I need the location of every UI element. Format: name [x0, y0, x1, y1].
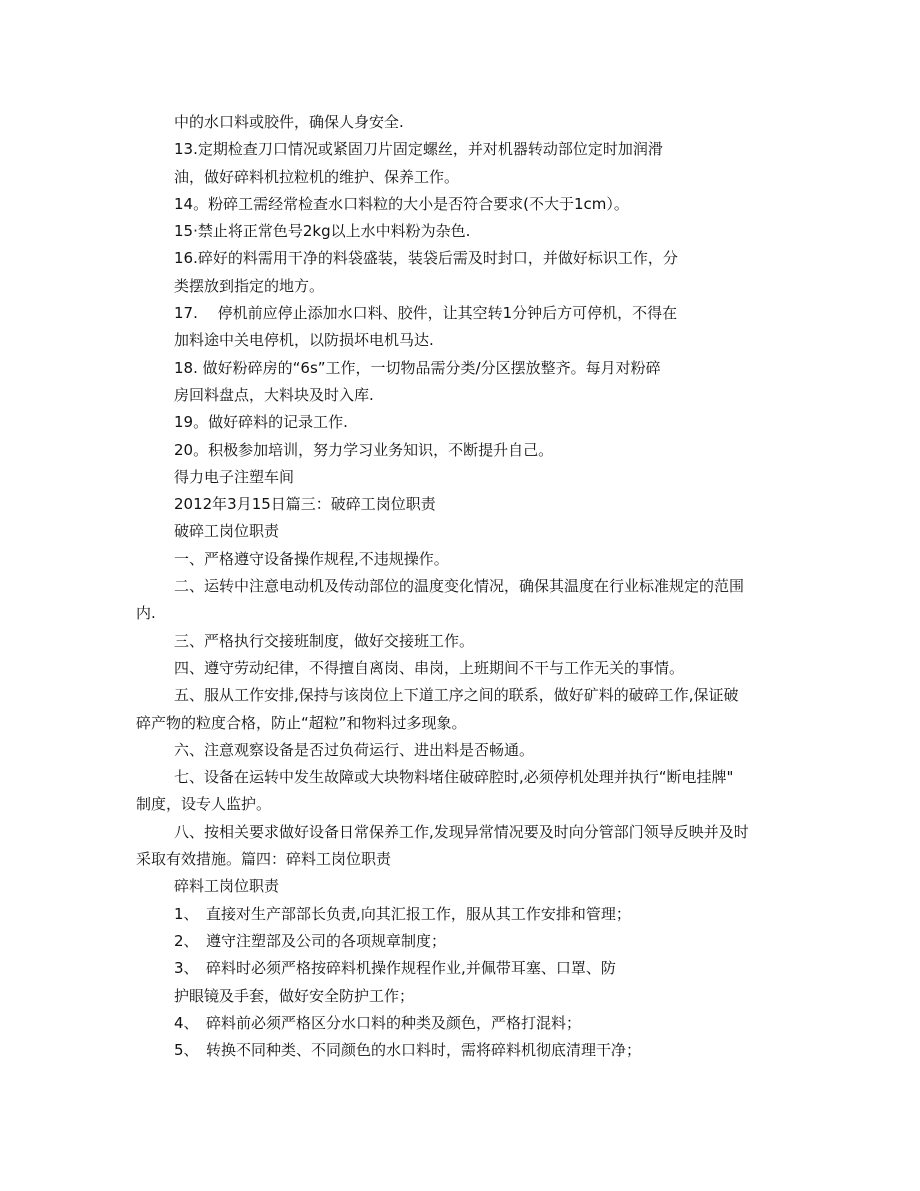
- text-line: 四、遵守劳动纪律，不得擅自离岗、串岗，上班期间不干与工作无关的事情。: [174, 658, 685, 677]
- list-item: 5、 转换不同种类、不同颜色的水口料时，需将碎料机彻底清理干净；: [174, 1041, 642, 1060]
- text-line: 一、严格遵守设备操作规程,不违规操作。: [174, 549, 449, 568]
- text-line: 七、设备在运转中发生故障或大块物料堵住破碎腔时,必须停机处理并执行“断电挂牌": [174, 768, 734, 787]
- text-line: 中的水口料或胶件，确保人身安全.: [174, 113, 404, 131]
- list-item: 1、 直接对生产部部长负责,向其汇报工作，服从其工作安排和管理；: [174, 904, 631, 923]
- text-line: 采取有效措施。篇四：碎料工岗位职责: [136, 850, 392, 869]
- text-line: 六、注意观察设备是否过负荷运行、进出料是否畅通。: [174, 740, 535, 759]
- text-line: 18. 做好粉碎房的“6s”工作，一切物品需分类/分区摆放整齐。每月对粉碎: [174, 358, 661, 377]
- text-line: 五、服从工作安排,保持与该岗位上下道工序之间的联系，做好矿料的破碎工作,保证破: [174, 686, 739, 705]
- text-line: 油，做好碎料机拉粒机的维护、保养工作。: [174, 167, 460, 186]
- text-line: 15·禁止将正常色号2kg以上水中料粉为杂色.: [174, 222, 471, 241]
- text-line: 20。积极参加培训，努力学习业务知识，不断提升自己。: [174, 440, 554, 459]
- text-line: 19。做好碎料的记录工作.: [174, 413, 348, 432]
- text-line: 房回料盘点，大料块及时入库.: [174, 385, 374, 404]
- section-title: 碎料工岗位职责: [174, 877, 280, 896]
- text-line: 17. 停机前应停止添加水口料、胶件，让其空转1分钟后方可停机，不得在: [174, 304, 678, 323]
- list-item-continuation: 护眼镜及手套，做好安全防护工作；: [174, 986, 415, 1005]
- list-item: 3、 碎料时必须严格按碎料机操作规程作业,并佩带耳塞、口罩、防: [174, 959, 616, 978]
- text-line: 加料途中关电停机，以防损坏电机马达.: [174, 331, 434, 350]
- text-line: 16.碎好的料需用干净的料袋盛装，装袋后需及时封口，并做好标识工作，分: [174, 249, 678, 268]
- text-line: 制度，设专人监护。: [136, 795, 272, 814]
- text-line: 内.: [136, 604, 156, 623]
- text-line: 碎产物的粒度合格，防止“超粒”和物料过多现象。: [136, 713, 467, 732]
- list-item: 2、 遵守注塑部及公司的各项规章制度；: [174, 931, 447, 950]
- workshop-signature: 得力电子注塑车间: [174, 467, 295, 486]
- text-line: 二、运转中注意电动机及传动部位的温度变化情况，确保其温度在行业标准规定的范围: [174, 577, 745, 596]
- text-line: 三、严格执行交接班制度，做好交接班工作。: [174, 631, 475, 650]
- text-line: 13.定期检查刀口情况或紧固刀片固定螺丝，并对机器转动部位定时加润滑: [174, 140, 663, 159]
- date-and-section-heading: 2012年3月15日篇三：破碎工岗位职责: [174, 495, 436, 514]
- section-title: 破碎工岗位职责: [174, 522, 280, 541]
- text-line: 八、按相关要求做好设备日常保养工作,发现异常情况要及时向分管部门领导反映并及时: [174, 822, 749, 841]
- text-line: 类摆放到指定的地方。: [174, 276, 325, 295]
- text-line: 14。粉碎工需经常检查水口料粒的大小是否符合要求(不大于1cm）。: [174, 194, 629, 213]
- list-item: 4、 碎料前必须严格区分水口料的种类及颜色，严格打混料；: [174, 1013, 582, 1032]
